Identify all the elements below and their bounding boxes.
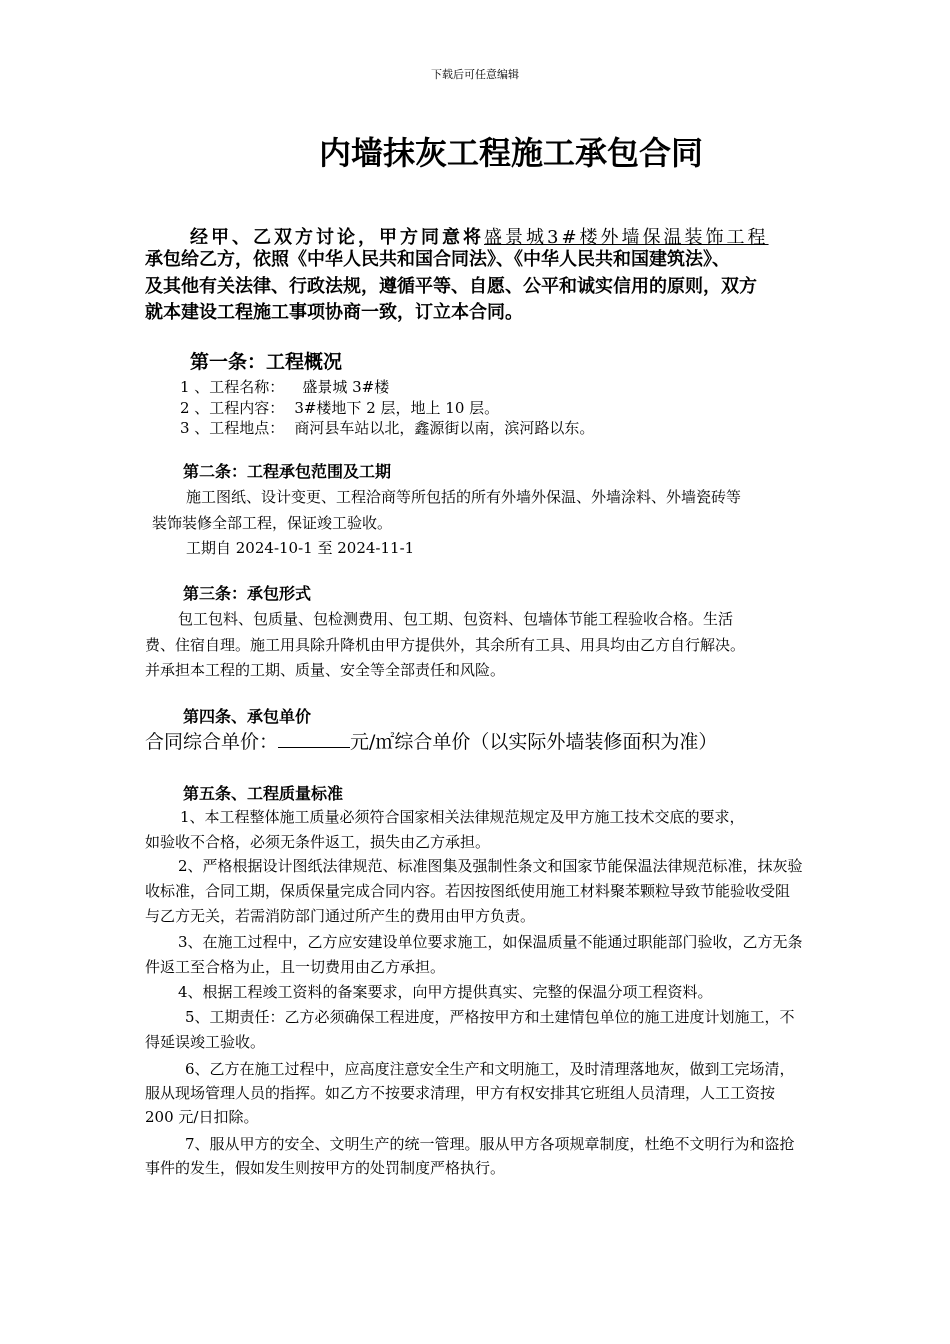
article-5-line: 2、严格根据设计图纸法律规范、标准图集及强制性条文和国家节能保温法律规范标准，抹灰验 (178, 857, 803, 875)
item-label: 3 、工程地点： (180, 419, 285, 437)
item-value: 盛景城 3#楼 (302, 378, 390, 396)
article-5-line: 5、工期责任：乙方必须确保工程进度，严格按甲方和土建情包单位的施工进度计划施工，不 (185, 1008, 795, 1026)
article-2-line: 施工图纸、设计变更、工程洽商等所包括的所有外墙外保温、外墙涂料、外墙瓷砖等 (186, 488, 742, 506)
article-1-item (180, 415, 594, 441)
article-2-period: 工期自 2024-10-1 至 2024-11-1 (186, 539, 415, 557)
article-5-line: 3、在施工过程中，乙方应安建设单位要求施工，如保温质量不能通过职能部门验收，乙方无条 (178, 933, 803, 951)
project-name-underlined: 盛景城3#楼外墙保温装饰工程 (484, 227, 769, 248)
article-1-heading: 第一条：工程概况 (190, 351, 343, 373)
intro-line-4: 就本建设工程施工事项协商一致，订立本合同。 (145, 302, 523, 323)
article-3-line: 费、住宿自理。施工用具除升降机由甲方提供外，其余所有工具、用具均由乙方自行解决。 (145, 636, 746, 654)
article-5-line: 与乙方无关，若需消防部门通过所产生的费用由甲方负责。 (145, 907, 536, 925)
article-3-heading: 第三条：承包形式 (183, 584, 312, 603)
intro-line-1-prefix: 经甲、乙双方讨论，甲方同意将 (190, 227, 484, 248)
article-5-line: 7、服从甲方的安全、文明生产的统一管理。服从甲方各项规章制度，杜绝不文明行为和盗抢 (185, 1135, 795, 1153)
item-value: 3#楼地下 2 层，地上 10 层。 (294, 399, 500, 417)
article-3-line: 并承担本工程的工期、质量、安全等全部责任和风险。 (145, 661, 506, 679)
article-5-line: 6、乙方在施工过程中，应高度注意安全生产和文明施工，及时清理落地灰，做到工完场清， (185, 1060, 795, 1078)
article-5-line: 如验收不合格，必须无条件返工，损失由乙方承担。 (145, 833, 491, 851)
article-5-line: 服从现场管理人员的指挥。如乙方不按要求清理，甲方有权安排其它班组人员清理，人工工资按 (145, 1084, 776, 1102)
item-label: 2 、工程内容： (180, 399, 285, 417)
article-5-line: 事件的发生，假如发生则按甲方的处罚制度严格执行。 (145, 1159, 506, 1177)
item-label: 1 、工程名称： (180, 378, 285, 396)
unit-price-blank (278, 731, 350, 748)
unit-price-line (145, 727, 717, 754)
header-note: 下载后可任意编辑 (431, 68, 519, 81)
article-5-line: 1、本工程整体施工质量必须符合国家相关法律规范规定及甲方施工技术交底的要求， (180, 808, 745, 826)
article-5-line: 收标准，合同工期，保质保量完成合同内容。若因按图纸使用施工材料聚苯颗粒导致节能验收受阻 (145, 882, 791, 900)
unit-price-label: 合同综合单价： (145, 731, 279, 753)
item-value: 商河县车站以北，鑫源街以南，滨河路以东。 (294, 419, 595, 437)
article-4-heading: 第四条、承包单价 (183, 707, 312, 726)
article-5-line: 200 元/日扣除。 (145, 1108, 259, 1126)
article-2-line: 装饰装修全部工程，保证竣工验收。 (152, 514, 393, 532)
document-title: 内墙抹灰工程施工承包合同 (318, 134, 703, 172)
article-5-heading: 第五条、工程质量标准 (183, 784, 344, 803)
article-5-line: 件返工至合格为止，且一切费用由乙方承担。 (145, 958, 446, 976)
intro-line-3: 及其他有关法律、行政法规，遵循平等、自愿、公平和诚实信用的原则，双方 (145, 276, 757, 297)
article-2-heading: 第二条：工程承包范围及工期 (183, 462, 392, 481)
unit-price-suffix: 元/㎡综合单价（以实际外墙装修面积为准） (350, 731, 718, 753)
article-5-line: 得延误竣工验收。 (145, 1033, 266, 1051)
article-3-line: 包工包料、包质量、包检测费用、包工期、包资料、包墙体节能工程验收合格。生活 (178, 610, 734, 628)
article-5-line: 4、根据工程竣工资料的备案要求，向甲方提供真实、完整的保温分项工程资料。 (178, 983, 713, 1001)
intro-line-2: 承包给乙方，依照《中华人民共和国合同法》、《中华人民共和国建筑法》、 (145, 249, 730, 270)
